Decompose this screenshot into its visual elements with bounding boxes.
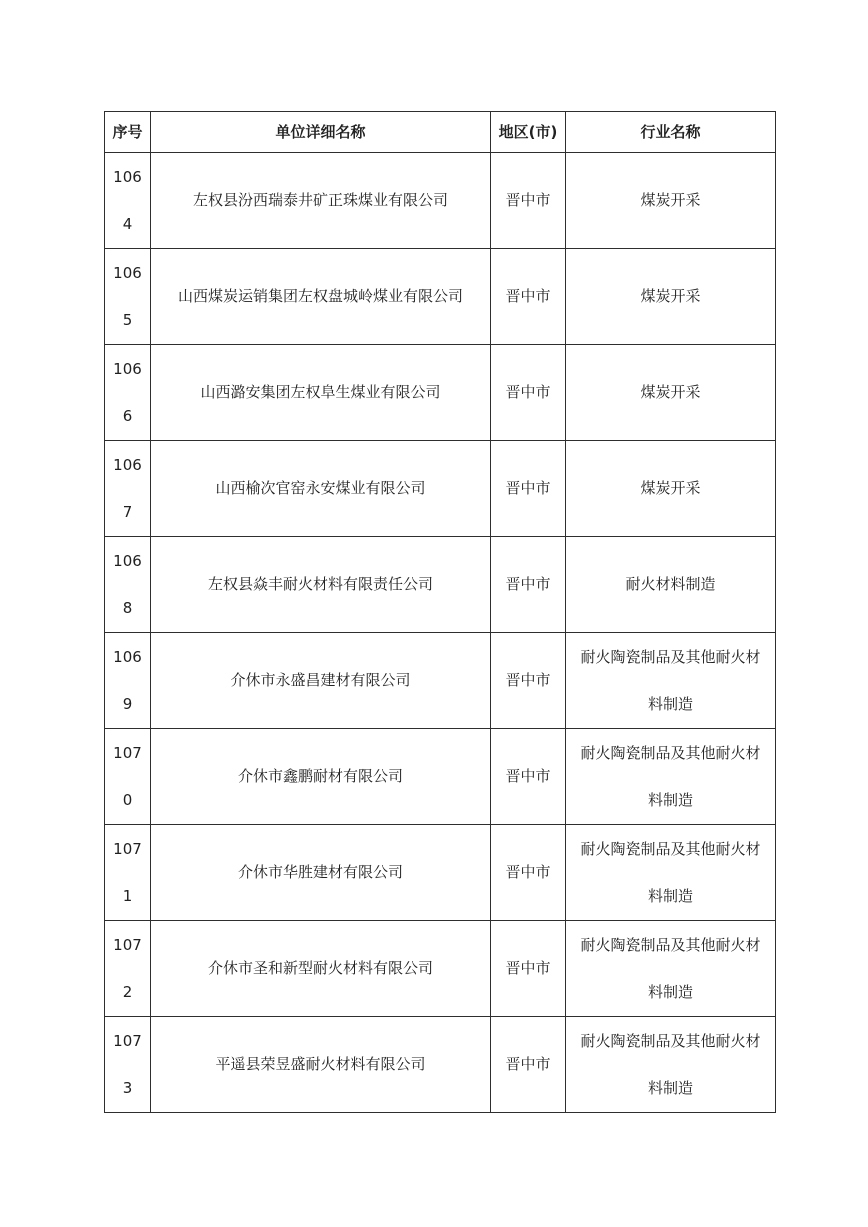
seq-cell xyxy=(105,825,151,921)
industry-cell xyxy=(566,249,776,345)
industry-value: 耐火陶瓷制品及其他耐火材料制造 xyxy=(580,743,761,809)
table-row xyxy=(105,825,776,921)
seq-value: 1070 xyxy=(113,743,142,809)
company-name-cell: 山西煤炭运销集团左权盘城岭煤业有限公司 xyxy=(151,249,491,345)
seq-value: 1069 xyxy=(113,647,142,713)
header-cell-industry: 行业名称 xyxy=(566,112,776,153)
industry-cell xyxy=(566,729,776,825)
header-row xyxy=(105,112,776,153)
industry-cell xyxy=(566,153,776,249)
header-cell-seq: 序号 xyxy=(105,112,151,153)
seq-value: 1066 xyxy=(113,359,142,425)
seq-value: 1073 xyxy=(113,1031,142,1097)
industry-cell xyxy=(566,345,776,441)
seq-cell xyxy=(105,921,151,1017)
region-cell: 晋中市 xyxy=(491,249,566,345)
industry-value: 耐火陶瓷制品及其他耐火材料制造 xyxy=(580,1031,761,1097)
seq-cell xyxy=(105,537,151,633)
region-cell: 晋中市 xyxy=(491,441,566,537)
table-row xyxy=(105,249,776,345)
seq-cell xyxy=(105,633,151,729)
company-name-cell: 左权县焱丰耐火材料有限责任公司 xyxy=(151,537,491,633)
industry-cell xyxy=(566,921,776,1017)
table-row xyxy=(105,1017,776,1113)
industry-value: 耐火材料制造 xyxy=(625,575,716,593)
region-cell: 晋中市 xyxy=(491,345,566,441)
industry-value: 耐火陶瓷制品及其他耐火材料制造 xyxy=(580,839,761,905)
table-row xyxy=(105,441,776,537)
table-row xyxy=(105,153,776,249)
industry-value: 耐火陶瓷制品及其他耐火材料制造 xyxy=(580,935,761,1001)
seq-cell xyxy=(105,345,151,441)
table-row xyxy=(105,537,776,633)
industry-value: 煤炭开采 xyxy=(640,383,701,401)
industry-cell xyxy=(566,441,776,537)
region-cell: 晋中市 xyxy=(491,729,566,825)
table-row xyxy=(105,633,776,729)
seq-cell xyxy=(105,153,151,249)
seq-value: 1071 xyxy=(113,839,142,905)
seq-value: 1068 xyxy=(113,551,142,617)
industry-cell xyxy=(566,633,776,729)
industry-cell xyxy=(566,537,776,633)
header-cell-company-name: 单位详细名称 xyxy=(151,112,491,153)
seq-cell xyxy=(105,441,151,537)
industry-value: 煤炭开采 xyxy=(640,479,701,497)
seq-value: 1065 xyxy=(113,263,142,329)
table-row xyxy=(105,921,776,1017)
table-row xyxy=(105,729,776,825)
industry-value: 耐火陶瓷制品及其他耐火材料制造 xyxy=(580,647,761,713)
company-name-cell: 介休市鑫鹏耐材有限公司 xyxy=(151,729,491,825)
region-cell: 晋中市 xyxy=(491,921,566,1017)
region-cell: 晋中市 xyxy=(491,153,566,249)
industry-value: 煤炭开采 xyxy=(640,287,701,305)
seq-value: 1064 xyxy=(113,167,142,233)
seq-cell xyxy=(105,729,151,825)
header-cell-region: 地区(市) xyxy=(491,112,566,153)
company-name-cell: 左权县汾西瑞泰井矿正珠煤业有限公司 xyxy=(151,153,491,249)
region-cell: 晋中市 xyxy=(491,825,566,921)
companies-table xyxy=(104,111,776,1113)
region-cell: 晋中市 xyxy=(491,633,566,729)
industry-cell xyxy=(566,825,776,921)
company-name-cell: 介休市永盛昌建材有限公司 xyxy=(151,633,491,729)
region-cell: 晋中市 xyxy=(491,537,566,633)
seq-value: 1072 xyxy=(113,935,142,1001)
company-name-cell: 山西榆次官窑永安煤业有限公司 xyxy=(151,441,491,537)
seq-cell xyxy=(105,1017,151,1113)
seq-cell xyxy=(105,249,151,345)
company-name-cell: 山西潞安集团左权阜生煤业有限公司 xyxy=(151,345,491,441)
company-name-cell: 介休市圣和新型耐火材料有限公司 xyxy=(151,921,491,1017)
seq-value: 1067 xyxy=(113,455,142,521)
company-name-cell: 平遥县荣昱盛耐火材料有限公司 xyxy=(151,1017,491,1113)
industry-cell xyxy=(566,1017,776,1113)
industry-value: 煤炭开采 xyxy=(640,191,701,209)
region-cell: 晋中市 xyxy=(491,1017,566,1113)
table-row xyxy=(105,345,776,441)
company-name-cell: 介休市华胜建材有限公司 xyxy=(151,825,491,921)
table-body xyxy=(105,153,776,1113)
